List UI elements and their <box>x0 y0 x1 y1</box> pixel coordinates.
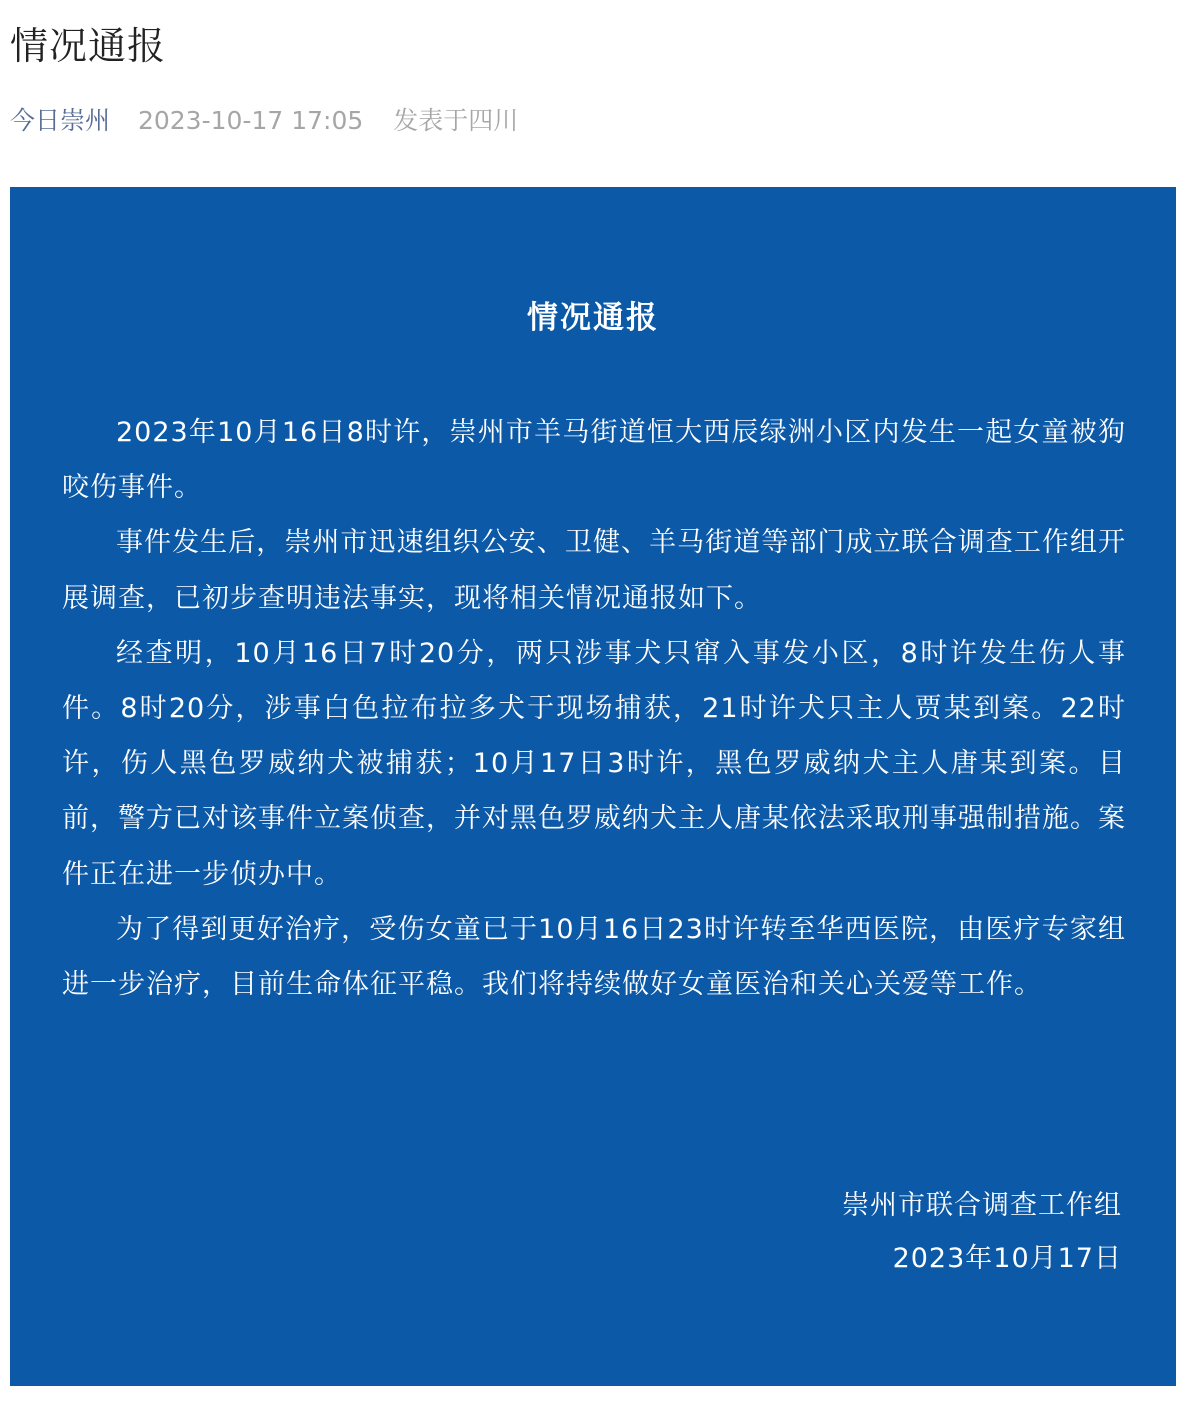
notice-paragraph: 2023年10月16日8时许，崇州市羊马街道恒大西辰绿洲小区内发生一起女童被狗咬伤事件。 <box>62 417 1126 504</box>
notice-signature <box>842 1179 1122 1285</box>
article-header <box>10 18 1180 138</box>
notice-paragraph: 为了得到更好治疗，受伤女童已于10月16日23时许转至华西医院，由医疗专家组进一步治疗，目前生命体征平稳。我们将持续做好女童医治和关心关爱等工作。 <box>62 913 1126 1001</box>
notice-paragraph: 经查明，10月16日7时20分，两只涉事犬只窜入事发小区，8时许发生伤人事件。8时20分，涉事白色拉布拉多犬于现场捕获，21时许犬只主人贾某到案。22时许，伤人黑色罗威纳犬被捕获；10月17日3时许，黑色罗威纳犬主人唐某到案。目前，警方已对该事件立案侦查，并对黑色罗威纳犬主人唐某依法采取刑事强制措施。案件正在进一步侦办中。 <box>62 637 1126 890</box>
notice-title: 情况通报 <box>527 300 659 336</box>
article-title: 情况通报 <box>10 24 167 68</box>
account-name-link[interactable]: 今日崇州 <box>10 106 111 135</box>
signature-organization: 崇州市联合调查工作组 <box>842 1190 1122 1221</box>
notice-image <box>10 187 1176 1386</box>
publish-location: 发表于四川 <box>393 106 519 135</box>
signature-date: 2023年10月17日 <box>892 1243 1122 1274</box>
publish-timestamp: 2023-10-17 17:05 <box>137 106 364 135</box>
article-meta <box>10 104 1180 138</box>
notice-paragraph: 事件发生后，崇州市迅速组织公安、卫健、羊马街道等部门成立联合调查工作组开展调查，已初步查明违法事实，现将相关情况通报如下。 <box>62 527 1126 614</box>
notice-body <box>62 405 1126 1012</box>
